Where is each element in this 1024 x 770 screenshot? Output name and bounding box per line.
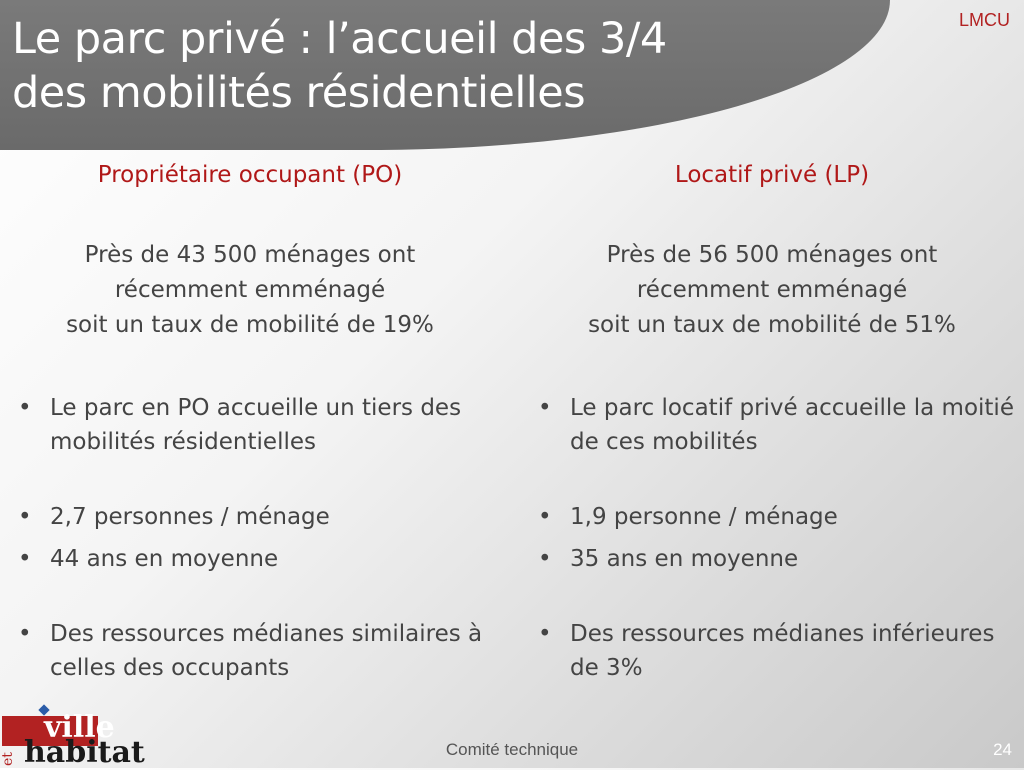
logo-word-et: et	[0, 752, 16, 766]
right-bullet-list	[520, 391, 1024, 685]
left-bullet-list	[0, 391, 500, 685]
footer-label: Comité technique	[445, 740, 579, 759]
right-stat-line-3: soit un taux de mobilité de 51%	[588, 312, 956, 338]
right-bullet-2: • 1,9 personne / ménage	[520, 500, 1024, 534]
right-bullet-1: • Le parc locatif privé accueille la moitié de ces mobilités	[520, 391, 1024, 459]
right-column	[520, 162, 1024, 693]
right-bullet-3: • 35 ans en moyenne	[520, 542, 1024, 576]
left-bullet-1: • Le parc en PO accueille un tiers des mobilités résidentielles	[0, 391, 500, 459]
left-stat-line-1: Près de 43 500 ménages ont	[84, 242, 416, 268]
left-column	[0, 162, 500, 693]
left-stat-line-3: soit un taux de mobilité de 19%	[66, 312, 434, 338]
right-heading: Locatif privé (LP)	[674, 162, 870, 188]
right-stat-line-2: récemment emménagé	[636, 277, 908, 303]
page-number: 24	[993, 740, 1012, 759]
left-bullet-2: • 2,7 personnes / ménage	[0, 500, 500, 534]
right-stat-line-1: Près de 56 500 ménages ont	[606, 242, 938, 268]
left-heading: Propriétaire occupant (PO)	[97, 162, 403, 188]
slide-title: Le parc privé : l’accueil des 3/4 des mobilités résidentielles	[12, 14, 667, 118]
left-stat-line-2: récemment emménagé	[114, 277, 386, 303]
logo-word-ville: ville	[44, 710, 115, 745]
left-bullet-4: • Des ressources médianes similaires à celles des occupants	[0, 617, 500, 685]
right-stat	[520, 238, 1024, 343]
logo-word-habitat: habitat	[24, 735, 145, 770]
left-bullet-3: • 44 ans en moyenne	[0, 542, 500, 576]
right-bullet-4: • Des ressources médianes inférieures de 3%	[520, 617, 1024, 685]
org-label: LMCU	[958, 10, 1010, 30]
left-stat	[0, 238, 500, 343]
